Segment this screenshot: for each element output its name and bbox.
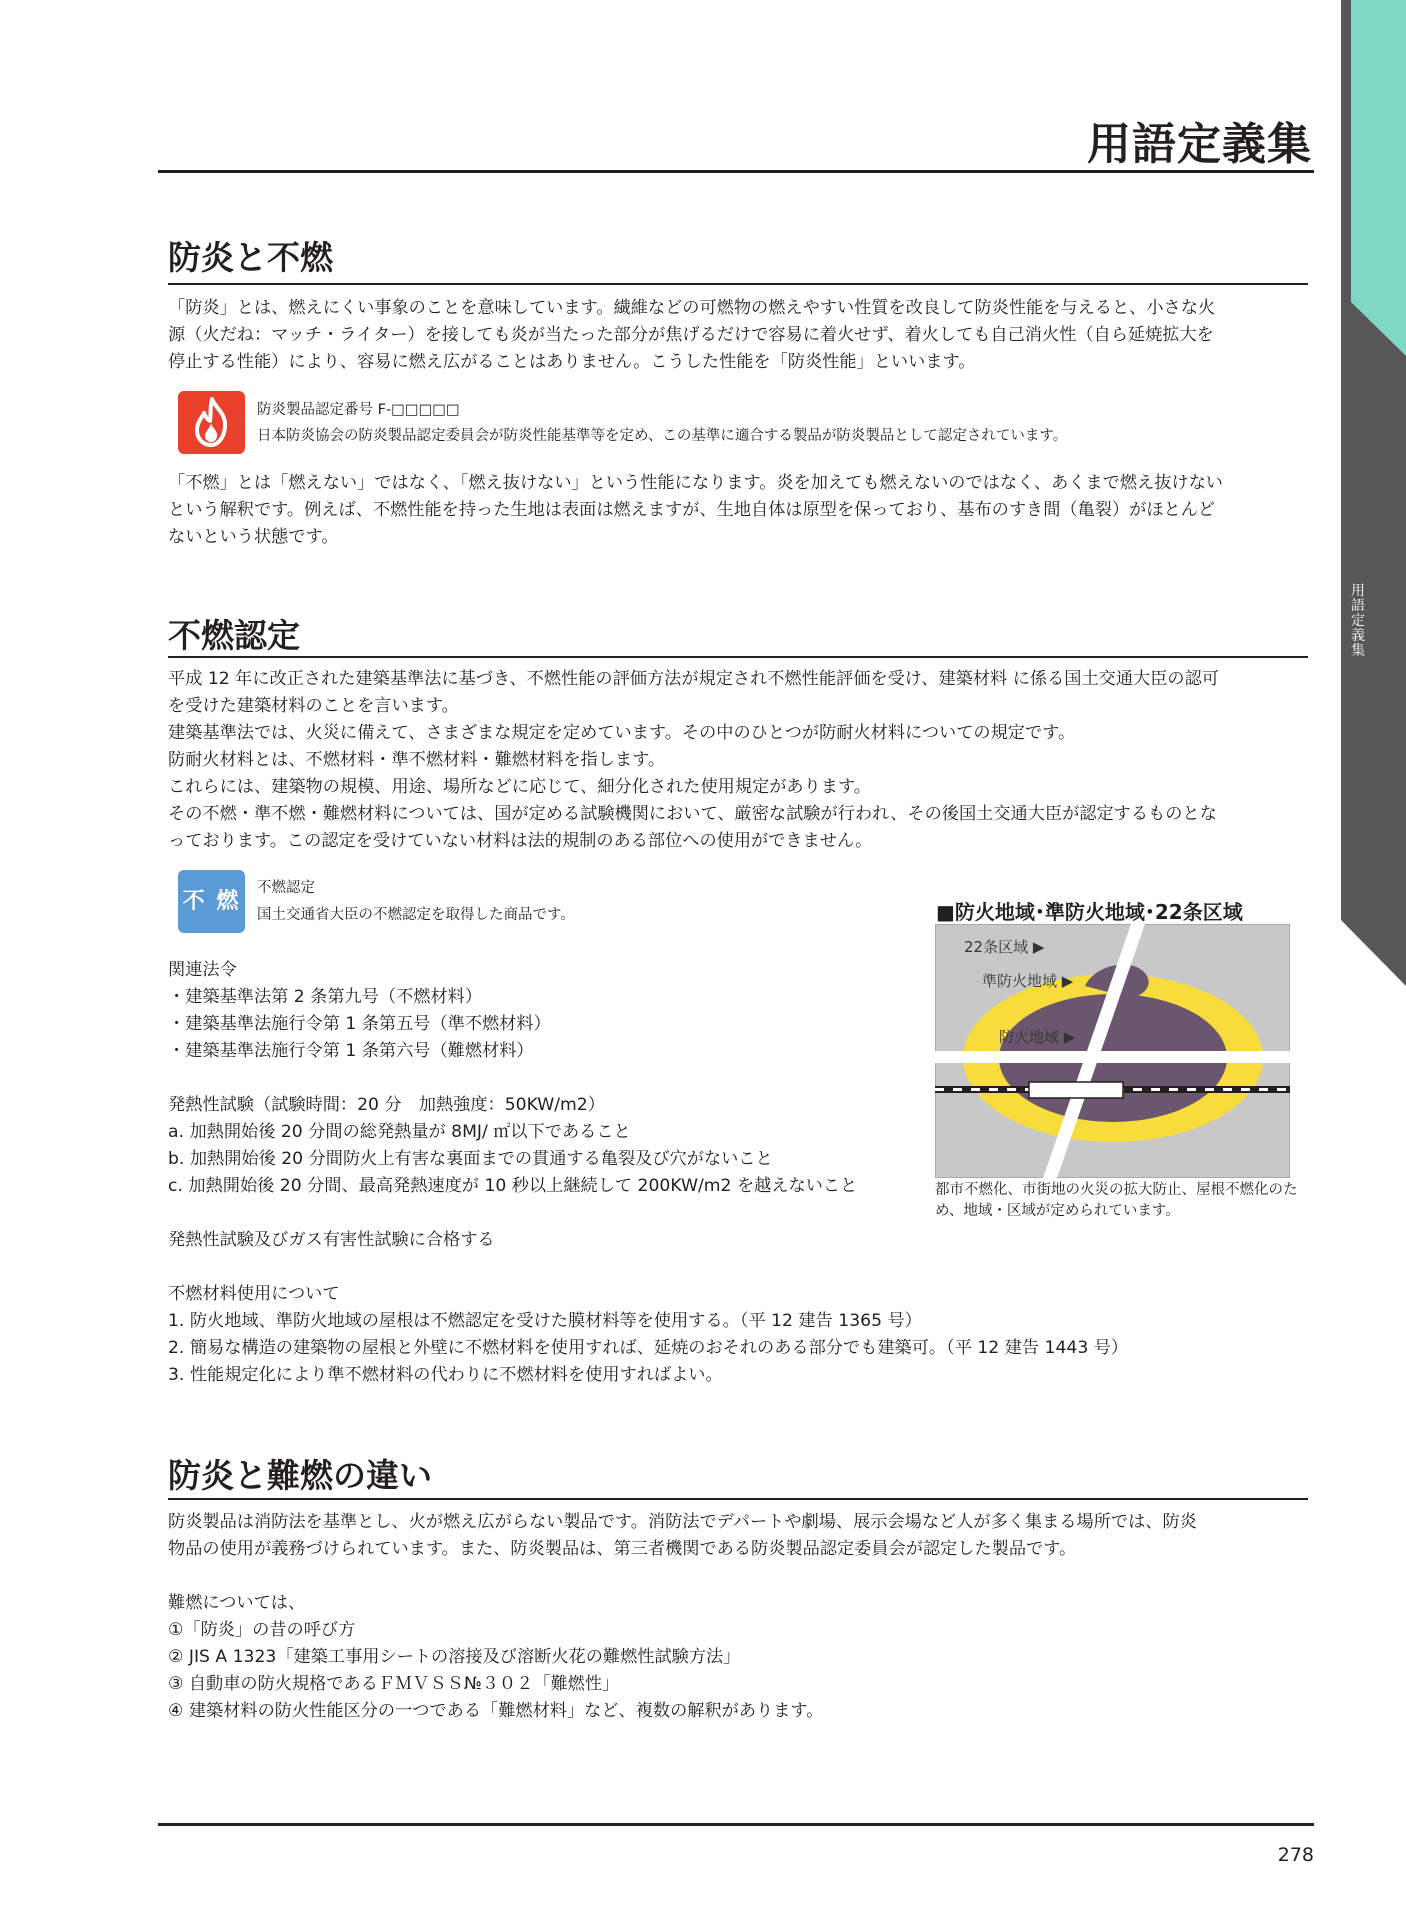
side-tab-label: 用 語 定 義 集: [1351, 583, 1365, 659]
zone-22-label: 22条区域 ▶: [964, 938, 1045, 956]
section-heading-nonflammable-cert: 不燃認定: [168, 616, 300, 655]
text-line: これらには、建築物の規模、用途、場所などに応じて、細分化された使用規定があります。: [168, 777, 871, 797]
zoning-diagram-title: ■防火地域･準防火地域･22条区域: [936, 900, 1243, 924]
text-line: ないという状態です。: [168, 527, 339, 547]
fire-zone-label: 防火地域 ▶: [999, 1028, 1076, 1046]
section-heading-fireproof-vs-flame-retardant: 防炎と難燃の違い: [168, 1456, 432, 1495]
test-title: 発熱性試験（試験時間：20 分 加熱強度：50KW/m2）: [168, 1095, 605, 1115]
section1-paragraph-1: [168, 295, 1306, 376]
text-line: 防炎製品は消防法を基準とし、火が燃え広がらない製品です。消防法でデパートや劇場、展示会場など人が多く集まる場所では、防炎: [168, 1512, 1197, 1532]
usage-title: 不燃材料使用について: [168, 1284, 340, 1304]
section3-paragraph: [168, 1509, 1306, 1725]
text-line: を受けた建築材料のことを言います。: [168, 696, 459, 716]
text-line: 「防炎」とは、燃えにくい事象のことを意味しています。繊維などの可燃物の燃えやすい性質を改良して防炎性能を与えると、小さな火: [168, 298, 1216, 318]
list-item: ② JIS A 1323「建築工事用シートの溶接及び溶断火花の難燃性試験方法」: [168, 1647, 741, 1667]
flame-icon: [178, 391, 245, 454]
usage-item: 1. 防火地域、準防火地域の屋根は不燃認定を受けた膜材料等を使用する。（平 12 建告 1365 号）: [168, 1311, 922, 1331]
law-item: ・建築基準法施行令第 1 条第五号（準不燃材料）: [168, 1014, 551, 1034]
footer-divider: [158, 1823, 1314, 1826]
laws-title: 関連法令: [168, 960, 237, 980]
section-divider: [168, 1498, 1308, 1500]
section-divider: [168, 283, 1308, 285]
fireproof-cert-number: 防炎製品認定番号 F-□□□□□: [257, 402, 460, 418]
list-title: 難燃については、: [168, 1593, 306, 1613]
text-line: 防耐火材料とは、不燃材料・準不燃材料・難燃材料を指します。: [168, 750, 666, 770]
page-title: 用語定義集: [1087, 119, 1312, 170]
fireproof-badge: [178, 391, 245, 454]
text-line: という解釈です。例えば、不燃性能を持った生地は表面は燃えますが、生地自体は原型を保っており、基布のすき間（亀裂）がほとんど: [168, 500, 1216, 520]
header-divider: [158, 170, 1314, 173]
fireproof-cert-description: 日本防炎協会の防炎製品認定委員会が防炎性能基準等を定め、この基準に適合する製品が防炎製品として認定されています。: [257, 428, 1068, 444]
section1-paragraph-2: [168, 470, 1306, 551]
list-item: ③ 自動車の防火規格であるＦＭＶＳＳ№３０２「難燃性」: [168, 1674, 620, 1694]
law-item: ・建築基準法第 2 条第九号（不燃材料）: [168, 987, 483, 1007]
usage-item: 2. 簡易な構造の建築物の屋根と外壁に不燃材料を使用すれば、延焼のおそれのある部分でも建築可。（平 12 建告 1443 号）: [168, 1338, 1129, 1358]
pass-note: 発熱性試験及びガス有害性試験に合格する: [168, 1230, 495, 1250]
section-divider: [168, 656, 1308, 658]
nonflammable-badge: 不 燃: [178, 870, 245, 933]
text-line: 「不燃」とは「燃えない」ではなく、「燃え抜けない」という性能になります。炎を加えても燃えないのではなく、あくまで燃え抜けない: [168, 473, 1223, 493]
text-line: 平成 12 年に改正された建築基準法に基づき、不燃性能の評価方法が規定され不燃性能評価を受け、建築材料 に係る国土交通大臣の認可: [168, 669, 1219, 689]
test-item: c. 加熱開始後 20 分間、最高発熱速度が 10 秒以上継続して 200KW/m2 を越えないこと: [168, 1176, 858, 1196]
side-index-tab[interactable]: [1341, 0, 1406, 986]
text-line: 物品の使用が義務づけられています。また、防炎製品は、第三者機関である防炎製品認定委員会が認定した製品です。: [168, 1539, 1077, 1559]
test-item: a. 加熱開始後 20 分間の総発熱量が 8MJ/ ㎡以下であること: [168, 1122, 631, 1142]
law-item: ・建築基準法施行令第 1 条第六号（難燃材料）: [168, 1041, 534, 1061]
nonflammable-cert-title: 不燃認定: [257, 880, 315, 896]
section2-paragraph: [168, 666, 1306, 855]
nonflammable-cert-description: 国土交通省大臣の不燃認定を取得した商品です。: [257, 907, 575, 923]
text-line: 源（火だね：マッチ・ライター）を接しても炎が当たった部分が焦げるだけで容易に着火せず、着火しても自己消火性（自ら延焼拡大を: [168, 325, 1214, 345]
section-heading-fireproof-nonflammable: 防炎と不燃: [168, 238, 333, 277]
text-line: 建築基準法では、火災に備えて、さまざまな規定を定めています。その中のひとつが防耐火材料についての規定です。: [168, 723, 1076, 743]
usage-item: 3. 性能規定化により準不燃材料の代わりに不燃材料を使用すればよい。: [168, 1365, 723, 1385]
zoning-diagram: [935, 924, 1290, 1178]
text-line: その不燃・準不燃・難燃材料については、国が定める試験機関において、厳密な試験が行われ、その後国土交通大臣が認定するものとな: [168, 804, 1217, 824]
semi-fire-zone-label: 準防火地域 ▶: [982, 972, 1074, 990]
text-line: 停止する性能）により、容易に燃え広がることはありません。こうした性能を「防炎性能」といいます。: [168, 352, 976, 372]
zoning-diagram-caption: 都市不燃化、市街地の火災の拡大防止、屋根不燃化のため、地域・区域が定められています。: [935, 1182, 1298, 1219]
side-tab-teal-band: [1351, 0, 1406, 356]
road-horizontal: [935, 1051, 1290, 1063]
station: [1029, 1082, 1123, 1098]
text-line: っております。この認定を受けていない材料は法的規制のある部位への使用ができません。: [168, 831, 873, 851]
test-item: b. 加熱開始後 20 分間防火上有害な裏面までの貫通する亀裂及び穴がないこと: [168, 1149, 773, 1169]
list-item: ④ 建築材料の防火性能区分の一つである「難燃材料」など、複数の解釈があります。: [168, 1701, 824, 1721]
list-item: ①「防炎」の昔の呼び方: [168, 1620, 356, 1640]
page-number: 278: [1277, 1844, 1314, 1866]
